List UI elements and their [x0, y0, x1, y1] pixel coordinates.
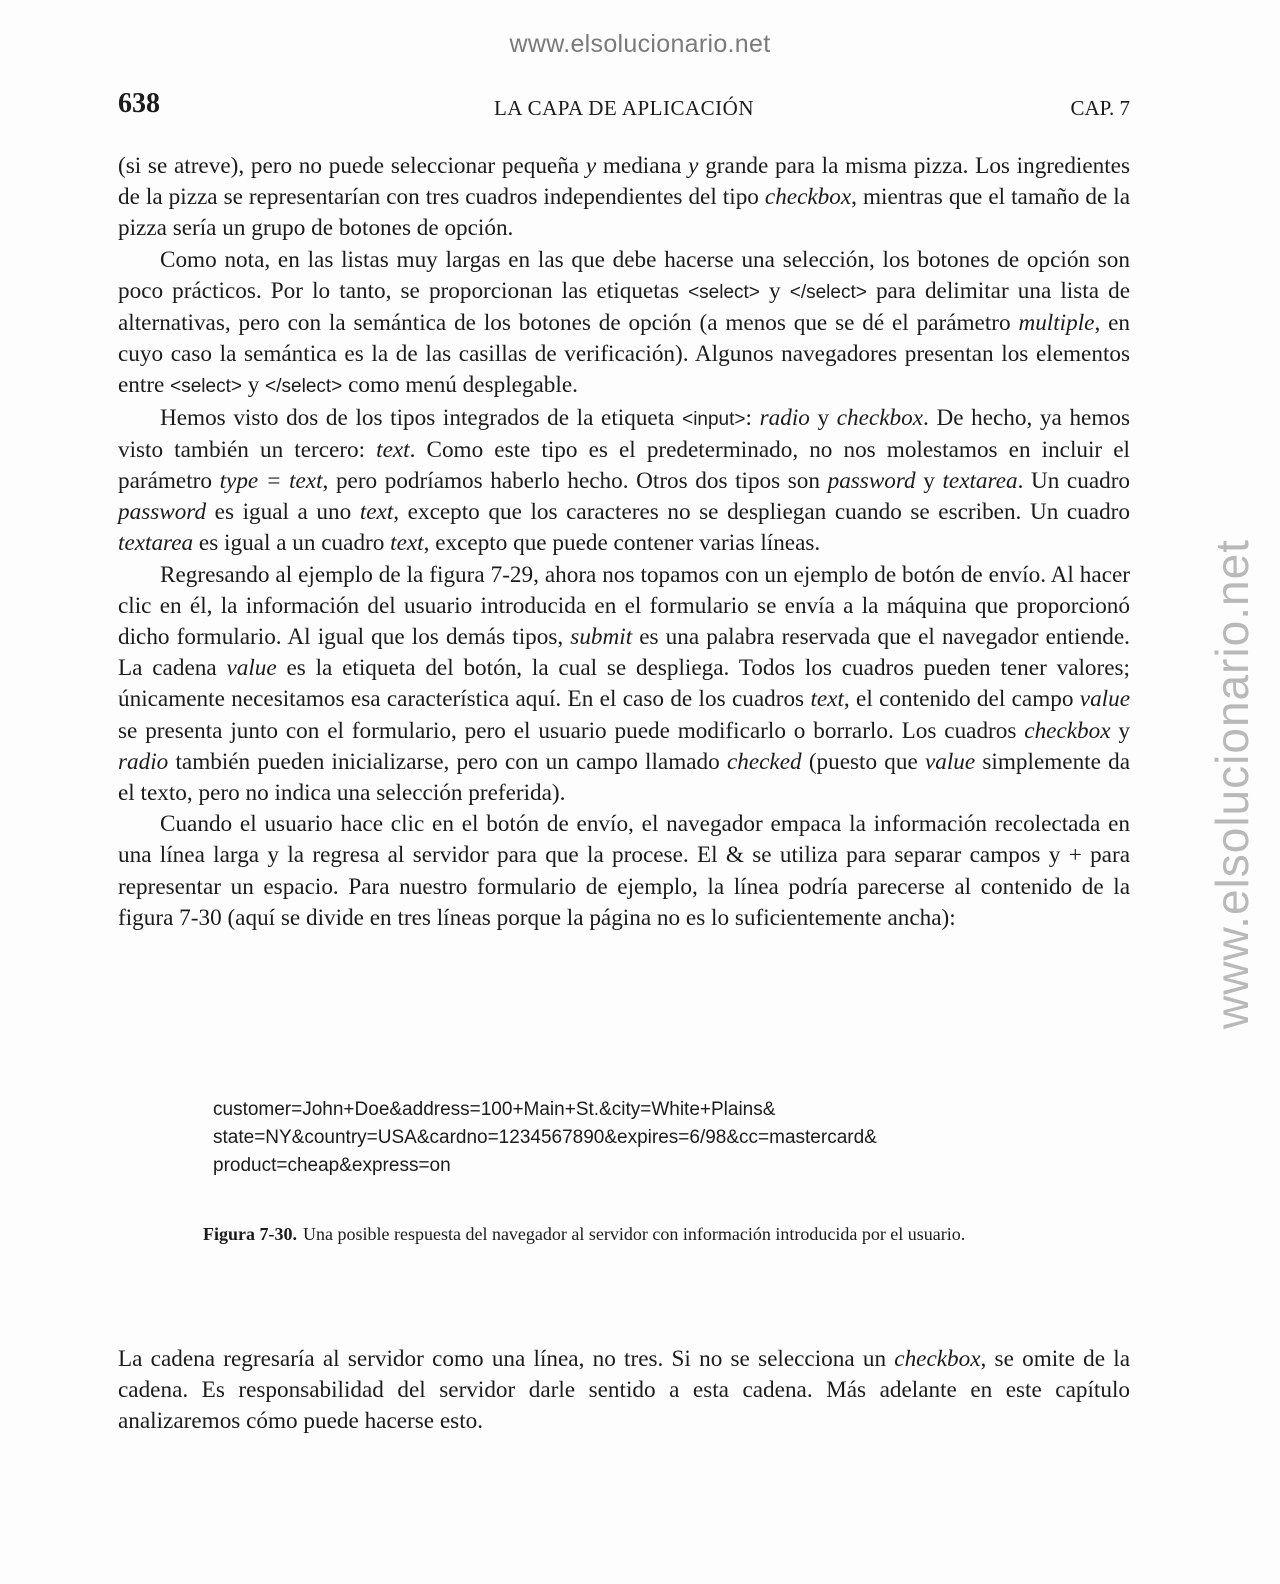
- paragraph-4: Regresando al ejemplo de la figura 7-29, ahora nos topamos con un ejemplo de botón de envío. Al hacer clic en él, la información del usuario introducida en el formulario se envía a la máquina que proporcionó dicho formulario. Al igual que los demás tipos, submit es una palabra reservada que el navegador entiende. La cadena value es la etiqueta del botón, la cual se despliega. Todos los cuadros pueden tener valores; únicamente necesitamos esa característica aquí. En el caso de los cuadros text, el contenido del campo value se presenta junto con el formulario, pero el usuario puede modificarlo o borrarlo. Los cuadros checkbox y radio también pueden inicializarse, pero con un campo llamado checked (puesto que value simplemente da el texto, pero no indica una selección preferida).: [118, 561, 1131, 807]
- code-line: state=NY&country=USA&cardno=1234567890&expires=6/98&cc=mastercard&: [213, 1127, 877, 1148]
- running-title: LA CAPA DE APLICACIÓN: [493, 96, 755, 120]
- figure-caption: [203, 1221, 1063, 1247]
- top-watermark: www.elsolucionario.net: [509, 30, 771, 58]
- figure-code-block: [213, 1096, 877, 1180]
- paragraph-2: Como nota, en las listas muy largas en las que debe hacerse una selección, los botones de opción son poco prácticos. Por lo tanto, se proporcionan las etiquetas <select> y </select> para delimitar una lista de alternativas, pero con la semántica de los botones de opción (a menos que se dé el parámetro multiple, en cuyo caso la semántica es la de las casillas de verificación). Algunos navegadores presentan los elementos entre <select> y </select> como menú desplegable.: [118, 246, 1131, 399]
- side-watermark: www.elsolucionario.net: [1206, 539, 1258, 1029]
- body-text: [118, 151, 1130, 934]
- closing-paragraph: La cadena regresaría al servidor como una línea, no tres. Si no se selecciona un checkbox, se omite de la cadena. Es responsabilidad del servidor darle sentido a esta cadena. Más adelante en este capítulo analizaremos cómo puede hacerse esto.: [118, 1346, 1130, 1435]
- chapter-label: CAP. 7: [1070, 96, 1130, 120]
- figure-label: Figura 7-30.: [203, 1224, 297, 1244]
- paragraph-5: Cuando el usuario hace clic en el botón de envío, el navegador empaca la información recolectada en una línea larga y la regresa al servidor para que la procese. El & se utiliza para separar campos y + para representar un espacio. Para nuestro formulario de ejemplo, la línea podría parecerse al contenido de la figura 7-30 (aquí se divide en tres líneas porque la página no es lo suficientemente ancha):: [118, 811, 1130, 931]
- page-header: [118, 88, 1130, 124]
- page-number: 638: [118, 88, 160, 119]
- paragraph-1: (si se atreve), pero no puede seleccionar pequeña y mediana y grande para la misma pizza. Los ingredientes de la pizza se representarían con tres cuadros independientes del tipo checkbox, mientras que el tamaño de la pizza sería un grupo de botones de opción.: [118, 153, 1130, 242]
- paragraph-3: Hemos visto dos de los tipos integrados de la etiqueta <input>: radio y checkbox. De hecho, ya hemos visto también un tercero: text. Como este tipo es el predeterminado, no nos molestamos en incluir el parámetro type = text, pero podríamos haberlo hecho. Otros dos tipos son password y textarea. Un cuadro password es igual a uno text, excepto que los caracteres no se despliegan cuando se escriben. Un cuadro textarea es igual a un cuadro text, excepto que puede contener varias líneas.: [118, 404, 1131, 557]
- code-line: customer=John+Doe&address=100+Main+St.&city=White+Plains&: [213, 1099, 776, 1120]
- code-line: product=cheap&express=on: [213, 1155, 451, 1176]
- figure-caption-text: Una posible respuesta del navegador al servidor con información introducida por el usuario.: [303, 1224, 966, 1244]
